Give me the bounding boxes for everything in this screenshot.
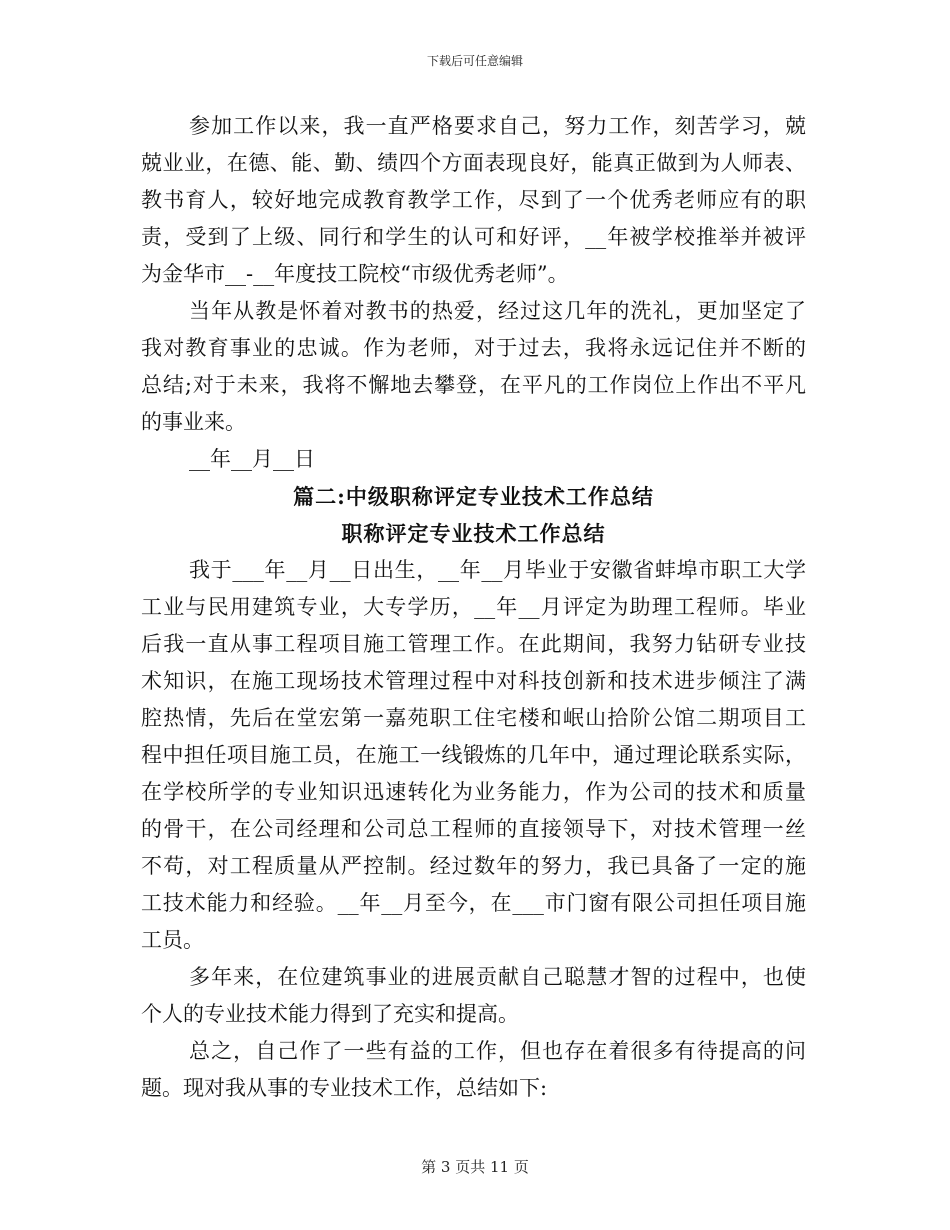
paragraph-line: 术知识，在施工现场技术管理过程中对科技创新和技术进步倾注了满 — [141, 669, 806, 693]
paragraph-conclusion — [141, 293, 806, 441]
paragraph-line: 工技术能力和经验。__年__月至今，在___市门窗有限公司担任项目施 — [141, 891, 806, 915]
paragraph-line: 我对教育事业的忠诚。作为老师，对于过去，我将永远记住并不断的 — [141, 336, 806, 360]
paragraph-line: 题。现对我从事的专业技术工作，总结如下: — [141, 1076, 548, 1100]
document-body — [141, 108, 806, 1107]
paragraph-line: 总之，自己作了一些有益的工作，但也存在着很多有待提高的问 — [189, 1039, 806, 1063]
paragraph-line: 不苟，对工程质量从严控制。经过数年的努力，我已具备了一定的施 — [141, 854, 806, 878]
paragraph-line: 的骨干，在公司经理和公司总工程师的直接领导下，对技术管理一丝 — [141, 817, 806, 841]
page-header: 下载后可任意编辑 — [426, 54, 523, 68]
paragraph-work-summary — [141, 108, 806, 293]
paragraph-line: 在学校所学的专业知识迅速转化为业务能力，作为公司的技术和质量 — [141, 780, 806, 804]
paragraph-line: 责，受到了上级、同行和学生的认可和好评，__年被学校推举并被评 — [141, 225, 806, 249]
paragraph-line: 我于___年__月__日出生，__年__月毕业于安徽省蚌埠市职工大学 — [189, 558, 806, 582]
section-subheading: 职称评定专业技术工作总结 — [341, 521, 606, 546]
paragraph-line: 教书育人，较好地完成教育教学工作，尽到了一个优秀老师应有的职 — [141, 188, 806, 212]
paragraph-line: 总结;对于未来，我将不懈地去攀登，在平凡的工作岗位上作出不平凡 — [141, 373, 806, 397]
paragraph-growth — [141, 959, 806, 1033]
paragraph-line: 参加工作以来，我一直严格要求自己，努力工作，刻苦学习，兢 — [189, 114, 806, 138]
paragraph-line: 个人的专业技术能力得到了充实和提高。 — [141, 1002, 519, 1026]
paragraph-line: 工业与民用建筑专业，大专学历，__年__月评定为助理工程师。毕业 — [141, 595, 806, 619]
paragraph-line: 的事业来。 — [141, 410, 246, 434]
paragraph-line: 当年从教是怀着对教书的热爱，经过这几年的洗礼，更加坚定了 — [189, 299, 806, 323]
paragraph-line: 程中担任项目施工员，在施工一线锻炼的几年中，通过理论联系实际， — [141, 743, 806, 767]
paragraph-line: 多年来，在位建筑事业的进展贡献自己聪慧才智的过程中，也使 — [189, 965, 806, 989]
page-number: 第 3 页共 11 页 — [421, 1158, 529, 1176]
section-heading: 篇二:中级职称评定专业技术工作总结 — [293, 484, 654, 509]
date-line: __年__月__日 — [189, 447, 315, 471]
paragraph-summary-intro — [141, 1033, 806, 1107]
paragraph-line: 腔热情，先后在堂宏第一嘉苑职工住宅楼和岷山拾阶公馆二期项目工 — [141, 706, 806, 730]
paragraph-line: 后我一直从事工程项目施工管理工作。在此期间，我努力钻研专业技 — [141, 632, 806, 656]
paragraph-line: 兢业业，在德、能、勤、绩四个方面表现良好，能真正做到为人师表、 — [141, 151, 806, 175]
paragraph-line: 工员。 — [141, 928, 204, 952]
paragraph-background — [141, 552, 806, 959]
paragraph-line: 为金华市__-__年度技工院校“市级优秀老师”。 — [141, 262, 569, 286]
